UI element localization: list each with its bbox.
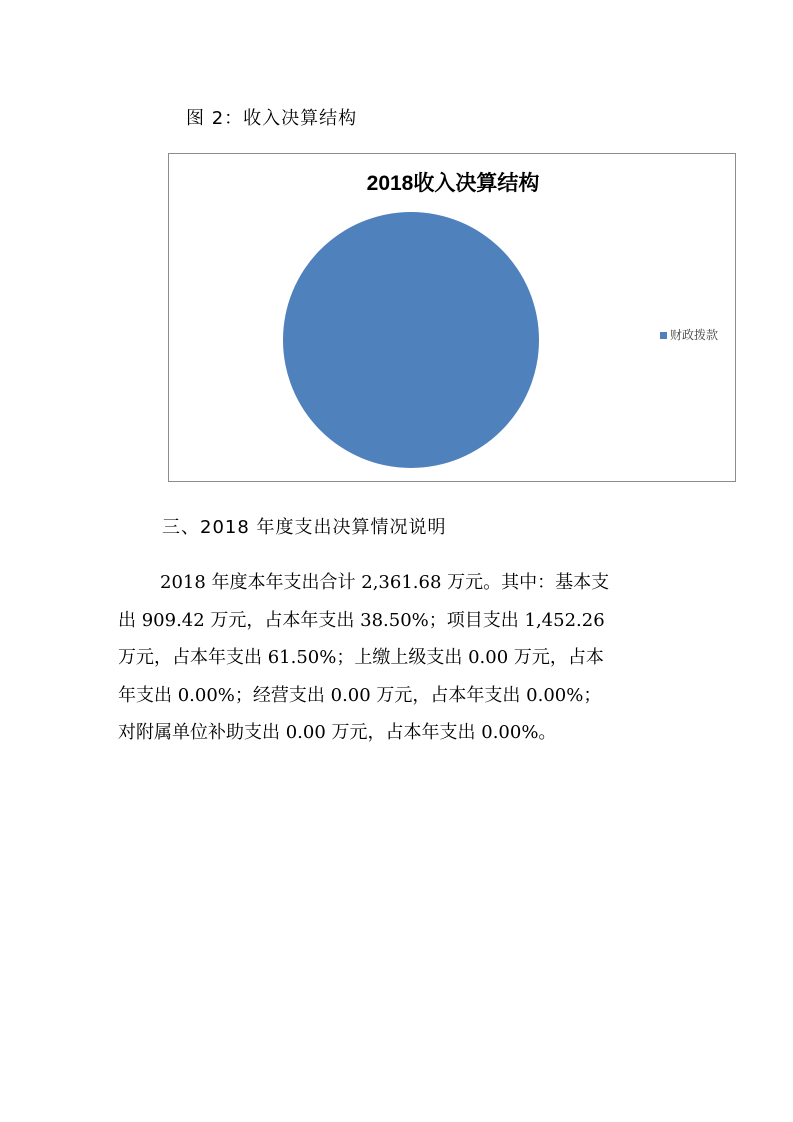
paragraph-line: 出 909.42 万元，占本年支出 38.50%；项目支出 1,452.26 [118,609,605,631]
expenditure-paragraph [118,564,678,752]
paragraph-line: 对附属单位补助支出 0.00 万元，占本年支出 0.00%。 [118,722,557,743]
section-heading: 三、2018 年度支出决算情况说明 [162,517,447,538]
legend-label: 财政拨款 [670,328,719,342]
figure-caption: 图 2：收入决算结构 [186,108,358,129]
paragraph-line: 年支出 0.00%；经营支出 0.00 万元，占本年支出 0.00%； [118,684,602,706]
chart-legend [660,327,718,342]
pie-chart-frame [168,153,736,482]
pie-slices [283,212,539,468]
chart-title: 2018收入决算结构 [366,172,540,195]
paragraph-line: 万元，占本年支出 61.50%；上缴上级支出 0.00 万元，占本 [118,647,604,668]
legend-swatch [660,332,667,339]
pie-chart [169,154,735,481]
pie-slice-1 [283,212,539,468]
paragraph-line: 2018 年度本年支出合计 2,361.68 万元。其中：基本支 [160,572,610,593]
